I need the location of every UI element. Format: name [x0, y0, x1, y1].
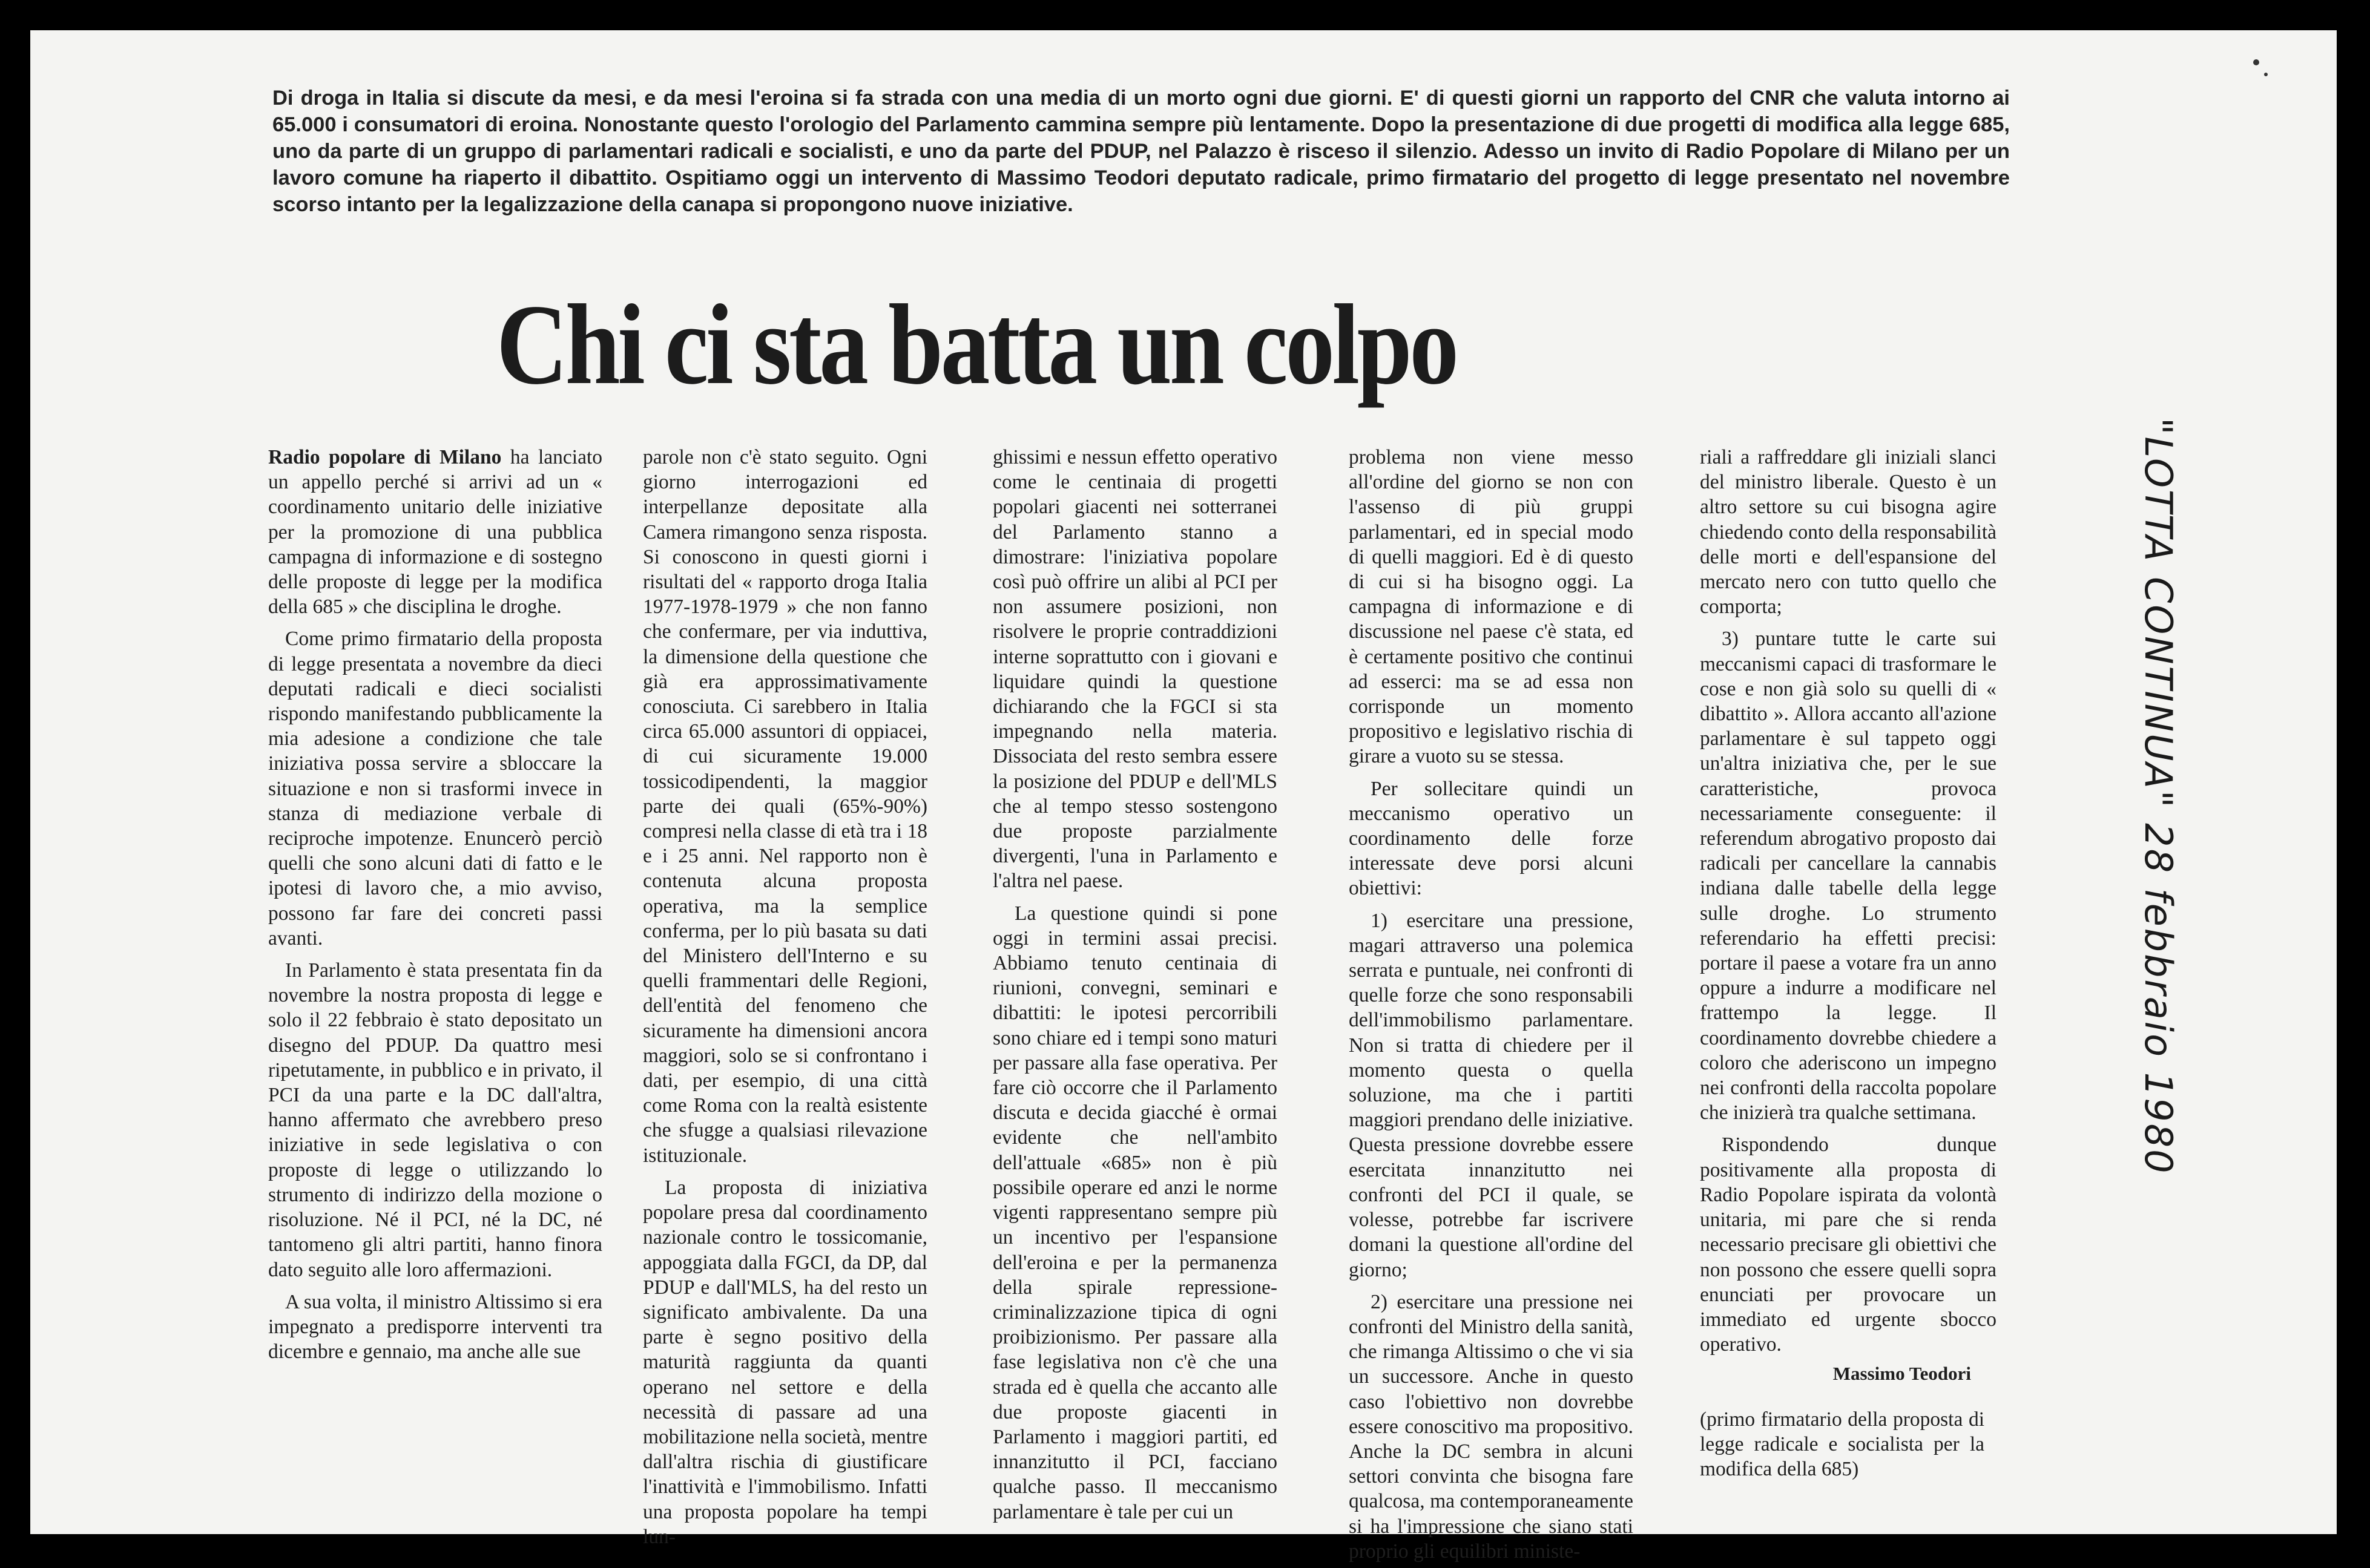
ink-speck [2264, 73, 2268, 76]
paragraph: problema non viene messo all'ordine del giorno se non con l'assenso di più gruppi parlamentari, ed in special modo di quelli maggiori. Ed è di questo di cui si ha bisogno oggi. La campagna di informazione e di discussione nel paese c'è stata, ed è certamente positivo che continui ad esserci: ma se ad essa non corrisponde un momento propositivo e legislativo rischia di girare a vuoto su se stessa. [1349, 446, 1633, 768]
paragraph: 3) puntare tutte le carte sui meccanismi capaci di trasformare le cose e non già solo su quelli di « dibattito ». Allora accanto all'azione parlamentare è sul tappeto oggi un'altra iniziativa che, per le sue caratteristiche, provoca necessariamente conseguente: il referendum abrogativo proposto dai radicali per cancellare la cannabis indiana dalle tabelle della legge sulle droghe. Lo strumento referendario ha effetti precisi: portare il paese a votare fra un anno oppure a indurre a modificare nel frattempo la legge. Il coordinamento dovrebbe chiedere a coloro che aderiscono un impegno nei confronti della raccolta popolare che inizierà tra qualche settimana. [1700, 628, 1996, 1124]
paragraph: Rispondendo dunque positivamente alla proposta di Radio Popolare ispirata da volontà unitaria, mi pare che si renda necessario precisare gli obiettivi che non possono che essere quelli sopra enunciati per provocare un immediato ed urgente sbocco operativo. [1700, 1133, 1996, 1356]
paragraph: riali a raffreddare gli iniziali slanci del ministro liberale. Questo è un altro settore su cui bisogna agire chiedendo conto della responsabilità delle morti e dell'espansione del mercato nero con tutto quello che comporta; [1700, 446, 1996, 618]
article-standfirst: Di droga in Italia si discute da mesi, e da mesi l'eroina si fa strada con una media di un morto ogni due giorni. E' di questi giorni un rapporto del CNR che valuta intorno ai 65.000 i consumatori di eroina. Nonostante questo l'orologio del Parlamento cammina sempre più lentamente. Dopo la presentazione di due progetti di modifica alla legge 685, uno da parte di un gruppo di parlamentari radicali e socialisti, e uno da parte del PDUP, nel Palazzo è risceso il silenzio. Adesso un invito di Radio Popolare di Milano per un lavoro comune ha riaperto il dibattito. Ospitiamo oggi un intervento di Massimo Teodori deputato radicale, primo firmatario del progetto di legge presentato nel novembre scorso intanto per la legalizzazione della canapa si propongono nuove iniziative. [272, 87, 2010, 216]
ink-speck [2253, 59, 2259, 65]
paragraph: A sua volta, il ministro Altissimo si era impegnato a predisporre interventi tra dicembre e gennaio, ma anche alle sue [268, 1290, 602, 1363]
paragraph: 1) esercitare una pressione, magari attraverso una polemica serrata e puntuale, nei confronti di quelle forze che sono responsabili dell'immobilismo parlamentare. Non si tratta di chiedere per il momento questa o quella soluzione, ma che i partiti maggiori prendano delle iniziative. Questa pressione dovrebbe essere esercitata innanzitutto nei confronti del PCI il quale, se volesse, potrebbe far iscrivere domani la questione all'ordine del giorno; [1349, 909, 1633, 1281]
paragraph: La proposta di iniziativa popolare presa dal coordinamento nazionale contro le tossicomanie, appoggiata dalla FGCI, da DP, dal PDUP e dall'MLS, ha del resto un significato ambivalente. Da una parte è segno positivo della maturità raggiunta da quanti operano nel settore e della necessità di passare ad una mobilitazione nella società, mentre dall'altra rischia di giustificare l'inattività e l'immobilismo. Infatti una proposta popolare ha tempi lun- [643, 1176, 927, 1548]
paragraph: parole non c'è stato seguito. Ogni giorno interrogazioni ed interpellanze depositate alla Camera rimangono senza risposta. Si conoscono in questi giorni i risultati del « rapporto droga Italia 1977-1978-1979 » che non fanno che confermare, per via induttiva, la dimensione della questione che già era approssimativamente conosciuta. Ci sarebbero in Italia circa 65.000 assuntori di oppiacei, di cui sicuramente 19.000 tossicodipendenti, la maggior parte dei quali (65%-90%) compresi nella classe di età tra i 18 e i 25 anni. Nel rapporto non è contenuta alcuna proposta operativa, ma la semplice conferma, per lo più basata su dati del Ministero dell'Interno e su quelli frammentari delle Regioni, dell'entità del fenomeno che sicuramente ha dimensioni ancora maggiori, solo se si confrontano i dati, per esempio, di una città come Roma con la realtà esistente che sfugge a qualsiasi rilevazione istituzionale. [643, 446, 927, 1167]
paragraph: 2) esercitare una pressione nei confronti del Ministro della sanità, che rimanga Altissimo o che vi sia un successore. Anche in questo caso l'obiettivo non dovrebbe essere conoscitivo ma propositivo. Anche la DC sembra in alcuni settori convinta che bisogna fare qualcosa, ma contemporaneamente si ha l'impressione che siano stati proprio gli equilibri ministe- [1349, 1290, 1633, 1563]
paragraph: ghissimi e nessun effetto operativo come le centinaia di progetti popolari giacenti nei sotterranei del Parlamento stanno a dimostrare: l'iniziativa popolare così può offrire un alibi al PCI per non assumere posizioni, non risolvere le proprie contraddizioni interne soprattutto con i giovani e liquidare quindi la questione dichiarando che la FGCI si sta impegnando nella materia. Dissociata del resto sembra essere la posizione del PDUP e dell'MLS che al tempo stesso sostengono due proposte parzialmente divergenti, l'una in Parlamento e l'altra nel paese. [993, 446, 1277, 893]
article-author: Massimo Teodori [1832, 1363, 1971, 1384]
paragraph: La questione quindi si pone oggi in termini assai precisi. Abbiamo tenuto centinaia di riunioni, convegni, seminari e dibattiti: le ipotesi percorribili sono chiare ed i tempi sono maturi per passare alla fase operativa. Per fare ciò occorre che il Parlamento discuta e decida giacché è ormai evidente che nell'ambito dell'attuale «685» non è più possibile operare ed anzi le norme vigenti rappresentano sempre più un incentivo per l'espansione dell'eroina e per la permanenza della spirale repressione-criminalizzazione tipica di ogni proibizionismo. Per passare alla fase legislativa non c'è che una strada ed è quella che accanto alle due proposte giacenti in Parlamento i maggiori partiti, ed innanzitutto il PCI, facciano qualche passo. Il meccanismo parlamentare è tale per cui un [993, 902, 1277, 1523]
handwritten-source-annotation: "LOTTA CONTINUA" 28 febbraio 1980 [2136, 418, 2181, 1175]
article-column-3 [993, 445, 1277, 1523]
lead-byline: Radio popolare di Milano [268, 446, 502, 468]
paragraph: Per sollecitare quindi un meccanismo operativo un coordinamento delle forze interessate deve porsi alcuni obiettivi: [1349, 777, 1633, 900]
article-column-2 [643, 445, 927, 1548]
article-headline: Chi ci sta batta un colpo [496, 281, 1457, 408]
article-column-4 [1349, 445, 1633, 1563]
paragraph: Come primo firmatario della proposta di legge presentata a novembre da dieci deputati radicali e dieci socialisti rispondo manifestando pubblicamente la mia adesione a condizione che tale iniziativa possa servire a sbloccare la situazione e non si trasformi invece in stanza di mediazione verbale di reciproche impotenze. Enuncerò perciò quelli che sono alcuni dati di fatto e le ipotesi di lavoro che, a mio avviso, possono far fare dei concreti passi avanti. [268, 628, 602, 950]
paragraph: In Parlamento è stata presentata fin da novembre la nostra proposta di legge e solo il 22 febbraio è stato depositato un disegno del PDUP. Da quattro mesi ripetutamente, in pubblico e in privato, il PCI da una parte e la DC dall'altra, hanno affermato che avrebbero preso iniziative in sede legislativa o con proposte di legge o utilizzando lo strumento di indirizzo della mozione o risoluzione. Né il PCI, né la DC, né tantomeno gli altri partiti, hanno finora dato seguito alle loro affermazioni. [268, 959, 602, 1281]
article-column-1 [268, 445, 602, 1486]
author-note: (primo firmatario della proposta di legge radicale e socialista per la modifica della 685) [1700, 1408, 1984, 1481]
paragraph: Radio popolare di Milano ha lanciato un appello perché si arrivi ad un « coordinamento unitario delle iniziative per la promozione di una pubblica campagna di informazione e di sostegno delle proposte di legge per la modifica della 685 » che disciplina le droghe. [268, 446, 602, 618]
article-column-5 [1700, 445, 1996, 1356]
